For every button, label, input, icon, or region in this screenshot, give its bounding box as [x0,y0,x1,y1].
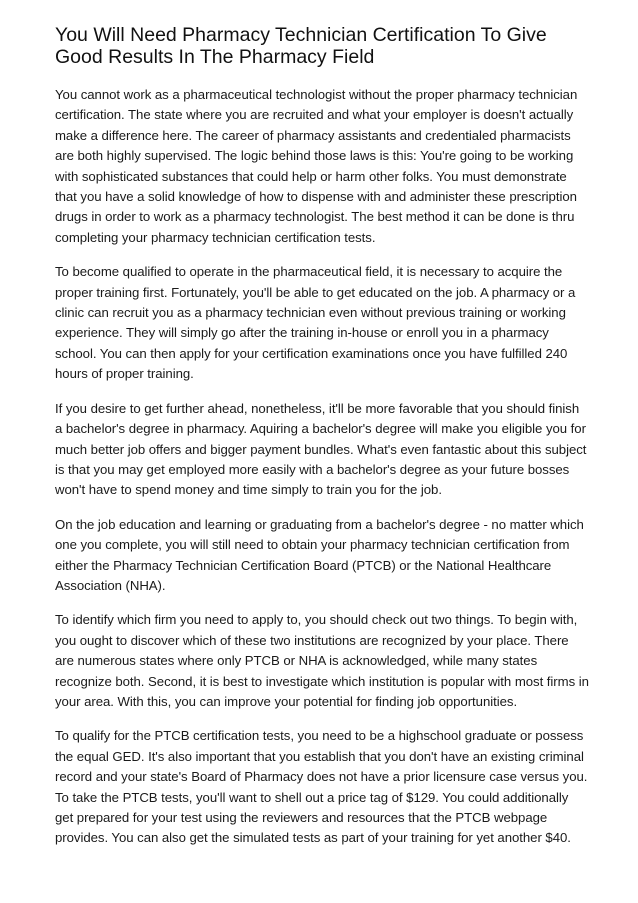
document-page [55,24,590,863]
page-title: You Will Need Pharmacy Technician Certification To Give Good Results In The Pharmacy Field [55,24,547,68]
paragraph-4: On the job education and learning or graduating from a bachelor's degree - no matter which one you complete, you will still need to obtain your pharmacy technician certification from either the Pharmacy Technician Certification Board (PTCB) or the National Healthcare Association (NHA). [55,516,584,593]
paragraph-2: To become qualified to operate in the pharmaceutical field, it is necessary to acquire the proper training first. Fortunately, you'll be able to get educated on the job. A pharmacy or a clinic can recruit you as a pharmacy technician even without previous training or working experience. They will simply go after the training in-house or enroll you in a pharmacy school. You can then apply for your certification examinations once you have fulfilled 240 hours of proper training. [55,264,576,382]
paragraph-5: To identify which firm you need to apply to, you should check out two things. To begin with, you ought to discover which of these two institutions are recognized by your place. There are numerous states where only PTCB or NHA is acknowledged, while many states recognize both. Second, it is best to investigate which institution is popular with most firms in your area. With this, you can improve your potential for finding job opportunities. [55,612,589,709]
paragraph-3: If you desire to get further ahead, nonetheless, it'll be more favorable that you should finish a bachelor's degree in pharmacy. Aquiring a bachelor's degree will make you eligible you for much better job offers and bigger payment bundles. What's even fantastic about this subject is that you may get employed more easily with a bachelor's degree as your future bosses won't have to spend money and time simply to train you for the job. [55,400,587,498]
paragraph-6: To qualify for the PTCB certification tests, you need to be a highschool graduate or possess the equal GED. It's also important that you establish that you don't have an existing criminal record and your state's Board of Pharmacy does not have a prior licensure case versus you. To take the PTCB tests, you'll want to shell out a price tag of $129. You could additionally get prepared for your test using the reviewers and resources that the PTCB webpage provides. You can also get the simulated tests as part of your training for yet another $40. [55,728,588,846]
paragraph-1: You cannot work as a pharmaceutical technologist without the proper pharmacy technician certification. The state where you are recruited and what your employer is doesn't actually make a difference here. The career of pharmacy assistants and credentialed pharmacists are both highly supervised. The logic behind those laws is this: You're going to be working with sophisticated substances that could help or harm other folks. You must demonstrate that you have a solid knowledge of how to dispense with and administer these prescription drugs in order to work as a pharmacy technologist. The best method it can be done is thru completing your pharmacy technician certification tests. [55,87,578,245]
